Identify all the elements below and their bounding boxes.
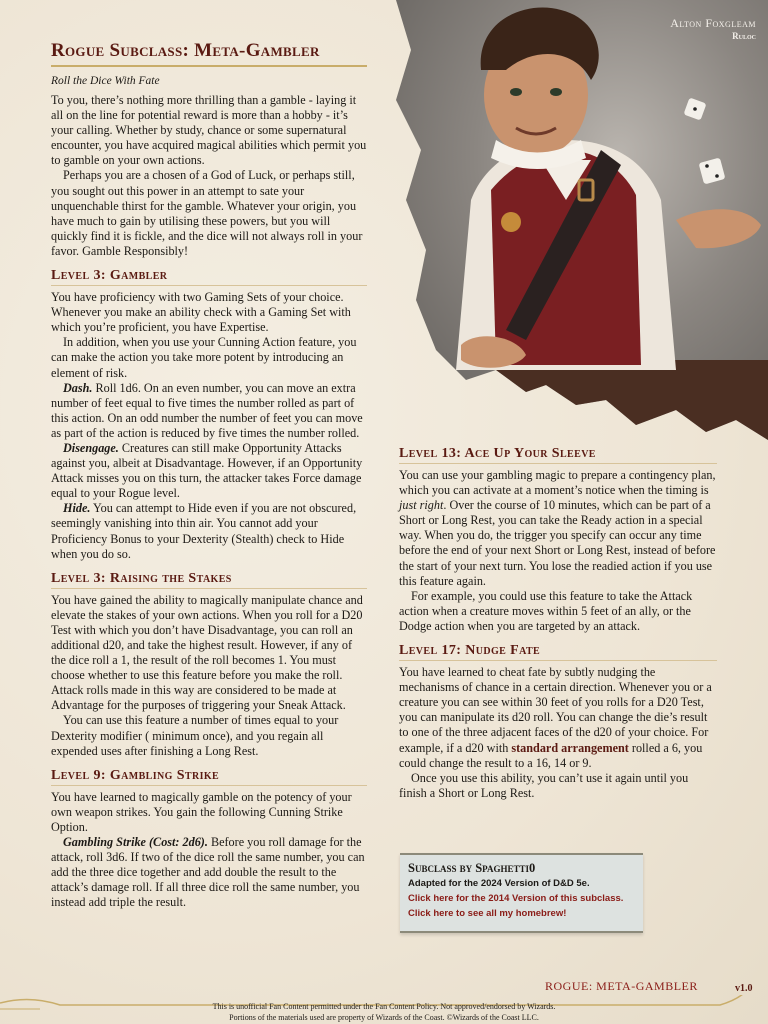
gambling-strike-label: Gambling Strike (Cost: 2d6). bbox=[63, 835, 208, 850]
page-title: Rogue Subclass: Meta-Gambler bbox=[51, 40, 367, 67]
right-column bbox=[399, 446, 717, 801]
gambler-paragraph-2: In addition, when you use your Cunning Action feature, you can make the action you take more potent by introducing an element of risk. bbox=[51, 335, 357, 380]
strike-heading: Level 9: Gambling Strike bbox=[51, 768, 367, 786]
footer-label: ROGUE: META-GAMBLER bbox=[545, 979, 698, 993]
sleeve-text-b: . Over the course of 10 minutes, which can be part of a Short or Long Rest, you can take the Ready action in a special way. When you do, the trigger you specify can occur any time before the end of your next Short or Long Rest, instead of before the start of your next turn. You lose the readied action if you use this feature again. bbox=[399, 498, 716, 588]
stakes-paragraph-1: You have gained the ability to magically manipulate chance and elevate the stakes of your own actions. When you roll for a D20 Test with which you don’t have Disadvantage, you can roll an additional d20, and take the highest result. However, if any of the dice roll a 1, the result of the roll becomes 1. You must choose whether to use this feature before you make the roll. Attack rolls made in this way are considered to be made at Advantage for the purposes of triggering your Sneak Attack. bbox=[51, 592, 363, 713]
version-2014-link[interactable]: Click here for the 2014 Version of this subclass. bbox=[408, 893, 624, 904]
homebrew-link[interactable]: Click here to see all my homebrew! bbox=[408, 908, 567, 919]
sleeve-paragraph-2: For example, you could use this feature to take the Attack action when a creature moves within 5 feet of an ally, or the Dodge action when you are targeted by an attack. bbox=[399, 588, 693, 633]
sleeve-text-a: You can use your gambling magic to prepare a contingency plan, which you can activate at a moment’s notice when the timing is bbox=[399, 468, 716, 498]
nudge-text-a: You have learned to cheat fate by subtly nudging the mechanisms of chance in a certain direction. Whenever you or a creature you can see within 30 feet of you rolls for a D20 Test, you can manipulate its d20 roll. You can change the die’s result to one of the three adjacent faces of the d20 of your choice. For example, if a d20 with bbox=[399, 665, 712, 755]
hide-text: You can attempt to Hide even if you are not obscured, seemingly vanishing into thin air. You cannot add your Proficiency Bonus to your Dexterity (Stealth) check to Hide when you do so. bbox=[51, 501, 357, 561]
subclass-credit-box bbox=[400, 853, 643, 933]
hide-paragraph bbox=[51, 501, 367, 561]
intro-paragraph-2: Perhaps you are a chosen of a God of Luck, or perhaps still, you sought out this power in an attempt to sate your unquenchable thirst for the gamble. Whatever your origin, you have much to gain by utilising these powers, but you will quickly find it is fickle, and the dice will not always roll in your favor. Gamble Responsibly! bbox=[51, 168, 363, 258]
intro-paragraph-1: To you, there’s nothing more thrilling than a gamble - laying it all on the line for potential reward is more than a hobby - it’s your calling. Whether by study, chance or some supernatural encounter, you have acquired magical abilities which permit you to gamble on your own actions. bbox=[51, 93, 367, 168]
hide-label: Hide. bbox=[63, 501, 91, 516]
legal-notice bbox=[0, 1001, 768, 1023]
nudge-text-b: rolled a 6, you could change the result to a 16, 14 or 9. bbox=[399, 740, 703, 770]
dash-label: Dash. bbox=[63, 380, 93, 395]
gambler-paragraph-1: You have proficiency with two Gaming Sets of your choice. Whenever you make an ability check with a Gaming Set with which you’re proficient, you have Expertise. bbox=[51, 290, 351, 335]
gambler-heading: Level 3: Gambler bbox=[51, 268, 367, 286]
art-credit bbox=[670, 17, 756, 43]
dash-paragraph bbox=[51, 381, 367, 441]
credit-box-title: Subclass by Spaghetti0 bbox=[408, 861, 536, 875]
sleeve-paragraph-1 bbox=[399, 468, 717, 589]
credit-box-adapted: Adapted for the 2024 Version of D&D 5e. bbox=[408, 878, 590, 889]
artist-signature: Ruloc bbox=[732, 31, 756, 41]
version-label: v1.0 bbox=[735, 983, 753, 994]
gambling-strike-text: Before you roll damage for the attack, roll 3d6. If two of the dice roll the same number, you can add the three dice together and add double the result to the attack’s damage roll. If all three dice roll the same number, you instead add triple the result. bbox=[51, 835, 365, 910]
sleeve-emphasis: just right bbox=[399, 498, 444, 513]
left-column bbox=[51, 40, 367, 911]
nudge-paragraph-2: Once you use this ability, you can’t use it again until you finish a Short or Long Rest. bbox=[399, 770, 689, 800]
nudge-heading: Level 17: Nudge Fate bbox=[399, 643, 717, 661]
nudge-paragraph-1 bbox=[399, 665, 717, 771]
rogue-illustration bbox=[376, 0, 768, 440]
gambling-strike-paragraph bbox=[51, 835, 367, 910]
disengage-text: Creatures can still make Opportunity Attacks against you, albeit at Disadvantage. However, if an Opportunity Attack misses you on this turn, the attacker takes Force damage equal to your Rogue level. bbox=[51, 440, 363, 501]
disengage-label: Disengage. bbox=[63, 440, 119, 455]
standard-arrangement-link[interactable]: standard arrangement bbox=[511, 740, 629, 755]
disengage-paragraph bbox=[51, 441, 367, 501]
stakes-heading: Level 3: Raising the Stakes bbox=[51, 571, 367, 589]
dash-text: Roll 1d6. On an even number, you can move an extra number of feet equal to five times the number rolled as part of this action. On an odd number the number of feet you can move as part of the action is reduced by five times the number rolled. bbox=[51, 380, 363, 440]
strike-paragraph-1: You have learned to magically gamble on the potency of your own weapon strikes. You gain the following Cunning Strike Option. bbox=[51, 789, 352, 834]
page-subtitle: Roll the Dice With Fate bbox=[51, 75, 160, 87]
artist-name: Alton Foxgleam bbox=[670, 16, 756, 30]
stakes-paragraph-2: You can use this feature a number of times equal to your Dexterity modifier ( minimum once), and you regain all expended uses after finishing a Long Rest. bbox=[51, 713, 339, 758]
legal-line-1: This is unofficial Fan Content permitted under the Fan Content Policy. Not approved/endorsed by Wizards. bbox=[212, 1002, 556, 1011]
legal-line-2: Portions of the materials used are property of Wizards of the Coast. ©Wizards of the Coast LLC. bbox=[229, 1013, 539, 1022]
sleeve-heading: Level 13: Ace Up Your Sleeve bbox=[399, 446, 717, 464]
